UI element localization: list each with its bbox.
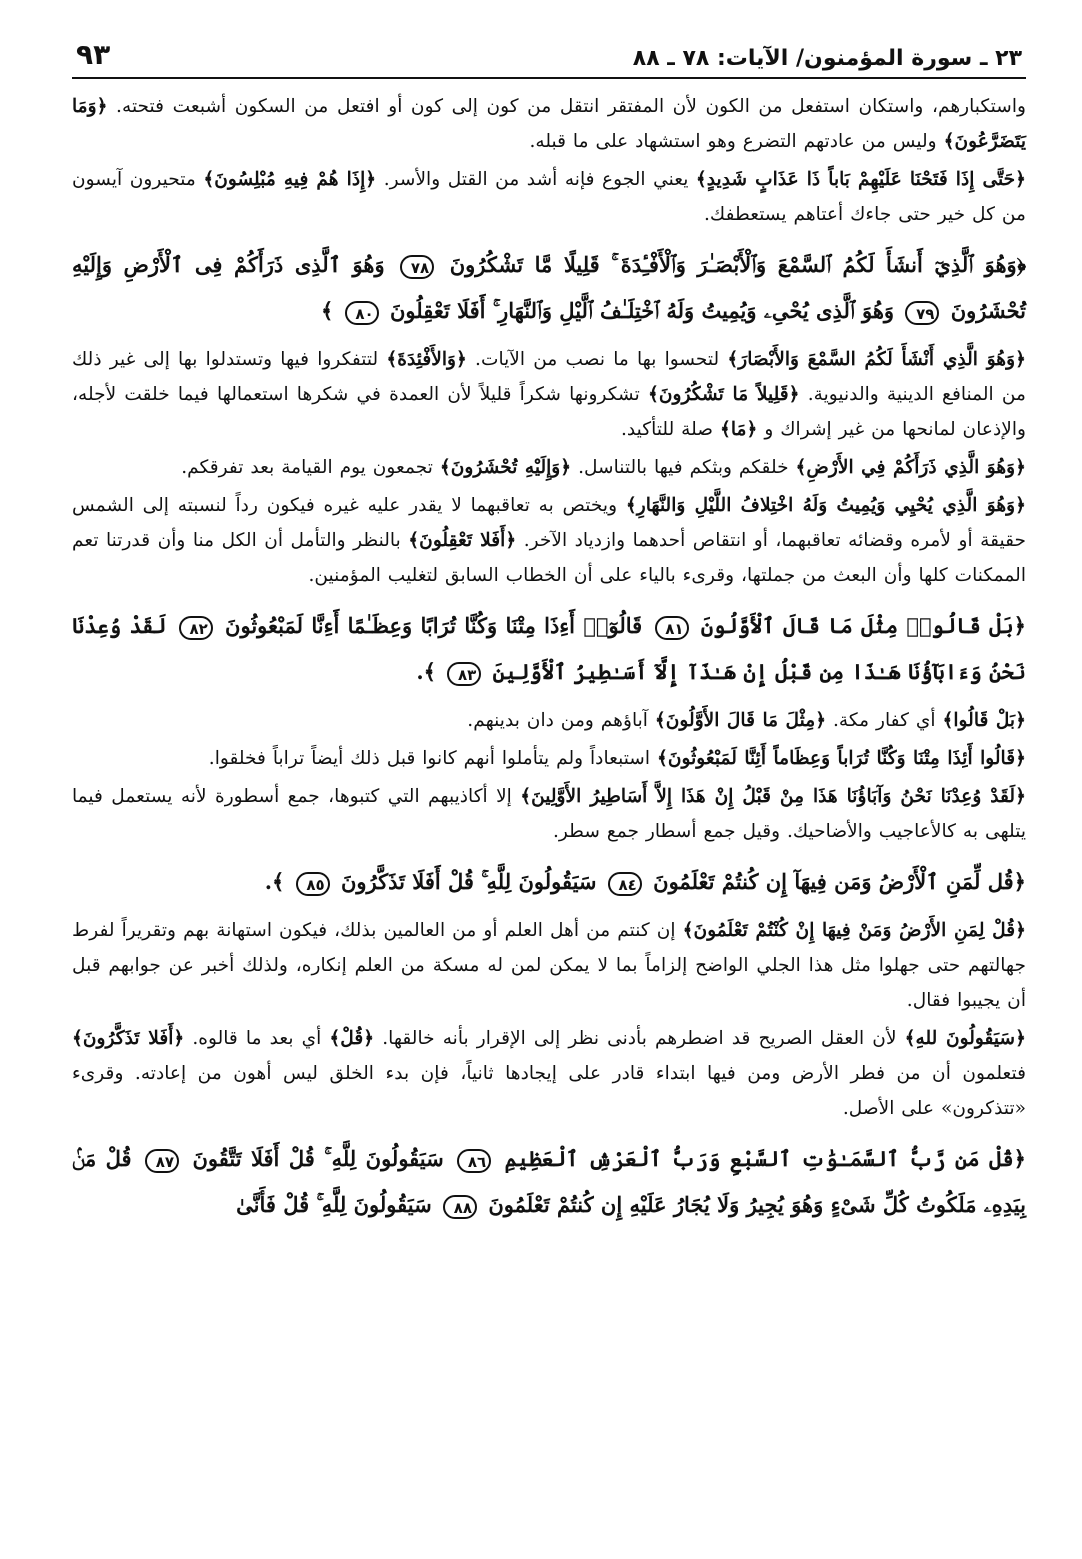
quoted-verse: ﴿لَقَدْ وُعِدْنَا نَحْنُ وَآبَاؤُنَا هَذَا مِنْ قَبْلُ إِنْ هَذَا إِلاَّ أَسَاطِيرُ الأَوَّلِينَ﴾ (520, 786, 1026, 807)
quoted-verse: ﴿وَمَا يَتَضَرَّعُونَ﴾ (72, 96, 1026, 152)
verse-text: سَيَقُولُونَ لِلَّهِ ۚ قُلْ فَأَنَّىٰ (236, 1192, 440, 1217)
quoted-verse: ﴿مِثْلَ مَا قَالَ الأَوَّلُونَ﴾ (654, 710, 827, 731)
commentary-text: لتتفكروا فيها وتستدلوا بها إلى غير ذلك من المنافع الدينية والدنيوية. (72, 349, 1026, 405)
commentary-text: لأن العقل الصريح قد اضطرهم بأدنى نظر إلى الإقرار بأنه خالقها. (374, 1028, 905, 1049)
verse-text: وَهُوَ ٱلَّذِى يُحْىِۦ وَيُمِيتُ وَلَهُ ٱخْتِلَـٰفُ ٱلَّيْلِ وَٱلنَّهَارِ ۚ أَفَلَا تَعْقِلُونَ (382, 298, 902, 323)
verse-text: ﴾. (264, 869, 292, 894)
commentary-paragraph (72, 342, 1026, 447)
quoted-verse: ﴿وَالأَفْئِدَةَ﴾ (386, 349, 467, 370)
verse-text: وَهُوَ ٱلَّذِى ذَرَأَكُمْ فِى ٱلْأَرْضِ وَإِلَيْهِ تُحْشَرُونَ (72, 252, 1026, 323)
verse-text: سَيَقُولُونَ لِلَّهِ ۚ قُلْ أَفَلَا تَتَّقُونَ (183, 1146, 454, 1171)
quoted-verse: ﴿قَالُوا أَئِذَا مِتْنَا وَكُنَّا تُرَاباً وَعِظَاماً أَئِنَّا لَمَبْعُوثُونَ﴾ (656, 748, 1026, 769)
verse-number-badge: ٧٩ (905, 301, 939, 325)
verse-text: لَقَدْ وُعِدْنَا نَحْنُ وَءَابَآؤُنَا هَـٰذَا مِن قَبْلُ إِنْ هَـٰذَآ إِلَّآ أَسَـٰطِيرُ ٱلْأَوَّلِينَ (72, 613, 1026, 684)
verse-number-badge: ٨٥ (296, 872, 330, 896)
quran-verse-block (72, 1136, 1026, 1228)
commentary-paragraph (72, 779, 1026, 849)
quran-verse-block (72, 603, 1026, 695)
verse-text: قَالُوٓا۟ أَءِذَا مِتْنَا وَكُنَّا تُرَابًا وَعِظَـٰمًا أَءِنَّا لَمَبْعُوثُونَ (216, 613, 651, 638)
commentary-paragraph (72, 450, 1026, 485)
verse-text: قُلْ مَنۢ بِيَدِهِۦ مَلَكُوتُ كُلِّ شَىْءٍ وَهُوَ يُجِيرُ وَلَا يُجَارُ عَلَيْهِ إِن كُنتُمْ تَعْلَمُونَ (72, 1146, 1026, 1217)
quoted-verse: ﴿أَفَلا تَعْقِلُونَ﴾ (408, 530, 517, 551)
quoted-verse: ﴿بَلْ قَالُوا﴾ (942, 710, 1026, 731)
commentary-paragraph (72, 913, 1026, 1018)
commentary-paragraph (72, 488, 1026, 593)
verse-number-badge: ٧٨ (400, 255, 434, 279)
verse-text: ﴿قُلْ مَن رَّبُّ ٱلسَّمَـٰوَٰتِ ٱلسَّبْعِ وَرَبُّ ٱلْعَرْشِ ٱلْعَظِيمِ (495, 1146, 1026, 1171)
commentary-paragraph (72, 89, 1026, 159)
verse-text: ﴿وَهُوَ ٱلَّذِيٓ أَنشَأَ لَكُمُ ٱلسَّمْعَ وَٱلْأَبْصَـٰرَ وَٱلْأَفْـِٔدَةَ ۚ قَلِيلًا مَّا تَشْكُرُونَ (438, 252, 1026, 277)
verse-text: سَيَقُولُونَ لِلَّهِ ۚ قُلْ أَفَلَا تَذَكَّرُونَ (333, 869, 604, 894)
quoted-verse: ﴿وَهُوَ الَّذِي يُحْيِي وَيُمِيتُ وَلَهُ اخْتِلافُ اللَّيْلِ وَالنَّهَارِ﴾ (625, 495, 1026, 516)
quoted-verse: ﴿حَتَّى إِذَا فَتَحْنَا عَلَيْهِمْ بَاباً ذَا عَذَابٍ شَدِيدٍ﴾ (695, 169, 1026, 190)
quoted-verse: ﴿إِذَا هُمْ فِيهِ مُبْلِسُونَ﴾ (203, 169, 377, 190)
page-number: ٩٣ (76, 38, 111, 71)
quoted-verse: ﴿قُلْ﴾ (329, 1028, 375, 1049)
commentary-text: استبعاداً ولم يتأملوا أنهم كانوا قبل ذلك أيضاً تراباً فخلقوا. (208, 748, 657, 769)
verse-number-badge: ٨٧ (145, 1149, 179, 1173)
running-title: ٢٣ ـ سورة المؤمنون/ الآيات: ٧٨ ـ ٨٨ (632, 46, 1022, 71)
verse-text: ﴾ (321, 298, 341, 323)
verse-number-badge: ٨٦ (457, 1149, 491, 1173)
commentary-text: تشكرونها شكراً قليلاً لأن العمدة في شكرها استعمالها فيما خلقت لأجله، والإذعان لمانحها من غير إشراك و (72, 384, 1026, 440)
commentary-paragraph (72, 1021, 1026, 1126)
commentary-text: ويختص به تعاقبهما لا يقدر عليه غيره فيكون رداً لنسبته إلى الشمس حقيقة أو لأمره وقضائه تعاقبهما، أو انتقاص أحدهما وازدياد الآخر. (72, 495, 1026, 551)
commentary-paragraph (72, 741, 1026, 776)
verse-number-badge: ٨٠ (345, 301, 379, 325)
commentary-text: أي بعد ما قالوه. (184, 1028, 330, 1049)
commentary-text: إن كنتم من أهل العلم أو من العالمين بذلك، فيكون استهانة بهم وتقريراً لفرط جهالتهم حتى جهلوا مثل هذا الجلي الواضح إلزاماً بما لا يمكن لمن له مسكة من العلم إنكاره، ولذلك أخبر عن جوابهم قبل أن يجيبوا فقال. (72, 920, 1026, 1011)
commentary-text: وليس من عادتهم التضرع وهو استشهاد على ما قبله. (529, 131, 944, 152)
commentary-text: خلقكم وبثكم فيها بالتناسل. (571, 457, 796, 478)
verse-number-badge: ٨٤ (608, 872, 642, 896)
commentary-paragraph (72, 162, 1026, 232)
page-body (72, 89, 1026, 1228)
page-header (72, 38, 1026, 79)
verse-number-badge: ٨٣ (447, 662, 481, 686)
quoted-verse: ﴿وَإِلَيْهِ تُحْشَرُونَ﴾ (439, 457, 572, 478)
quoted-verse: ﴿سَيَقُولُونَ للهِ﴾ (904, 1028, 1026, 1049)
commentary-text: أي كفار مكة. (826, 710, 943, 731)
verse-number-badge: ٨٢ (179, 616, 213, 640)
quoted-verse: ﴿وَهُوَ الَّذِي أَنْشَأَ لَكُمُ السَّمْعَ وَالأَبْصَارَ﴾ (727, 349, 1026, 370)
commentary-text: يعني الجوع فإنه أشد من القتل والأسر. (376, 169, 696, 190)
verse-number-badge: ٨٨ (443, 1195, 477, 1219)
quoted-verse: ﴿مَا﴾ (719, 419, 758, 440)
verse-number-badge: ٨١ (655, 616, 689, 640)
verse-text: ﴿قُل لِّمَنِ ٱلْأَرْضُ وَمَن فِيهَآ إِن كُنتُمْ تَعْلَمُونَ (645, 869, 1026, 894)
commentary-text: صلة للتأكيد. (621, 419, 720, 440)
commentary-text: تجمعون يوم القيامة بعد تفرقكم. (181, 457, 440, 478)
quoted-verse: ﴿أَفَلا تَذَكَّرُونَ﴾ (72, 1028, 185, 1049)
commentary-text: إلا أكاذيبهم التي كتبوها، جمع أسطورة لأنه يستعمل فيما يتلهى به كالأعاجيب والأضاحيك. وقيل جمع أسطار جمع سطر. (72, 786, 1026, 842)
commentary-text: فتعلمون أن من فطر الأرض ومن فيها ابتداء قادر على إيجادها ثانياً، فإن بدء الخلق ليس أهون من إعادته. وقرىء «تتذكرون» على الأصل. (72, 1063, 1026, 1119)
commentary-text: لتحسوا بها ما نصب من الآيات. (466, 349, 728, 370)
verse-text: ﴿بَلْ قَالُوا۟ مِثْلَ مَا قَالَ ٱلْأَوَّلُونَ (692, 613, 1026, 638)
quran-verse-block (72, 859, 1026, 905)
commentary-paragraph (72, 703, 1026, 738)
quoted-verse: ﴿وَهُوَ الَّذِي ذَرَأَكُمْ فِي الأَرْضِ﴾ (795, 457, 1026, 478)
commentary-text: واستكبارهم، واستكان استفعل من الكون لأن المفتقر انتقل من كون إلى كون أو افتعل من السكون أشبعت فتحته. (107, 96, 1026, 117)
commentary-text: آباؤهم ومن دان بدينهم. (467, 710, 655, 731)
commentary-text: بالنظر والتأمل أن الكل منا وأن قدرتنا تعم الممكنات كلها وأن البعث من جملتها، وقرىء بالياء على أن الخطاب السابق لتغليب المؤمنين. (72, 530, 1026, 586)
quoted-verse: ﴿قَلِيلاً مَا تَشْكُرُونَ﴾ (648, 384, 800, 405)
commentary-text: متحيرون آيسون من كل خير حتى جاءك أعتاهم يستعطفك. (72, 169, 1026, 225)
quoted-verse: ﴿قُلْ لِمَنِ الأَرْضُ وَمَنْ فِيهَا إِنْ كُنْتُمْ تَعْلَمُونَ﴾ (682, 920, 1026, 941)
quran-verse-block (72, 242, 1026, 334)
verse-text: ﴾. (416, 659, 444, 684)
